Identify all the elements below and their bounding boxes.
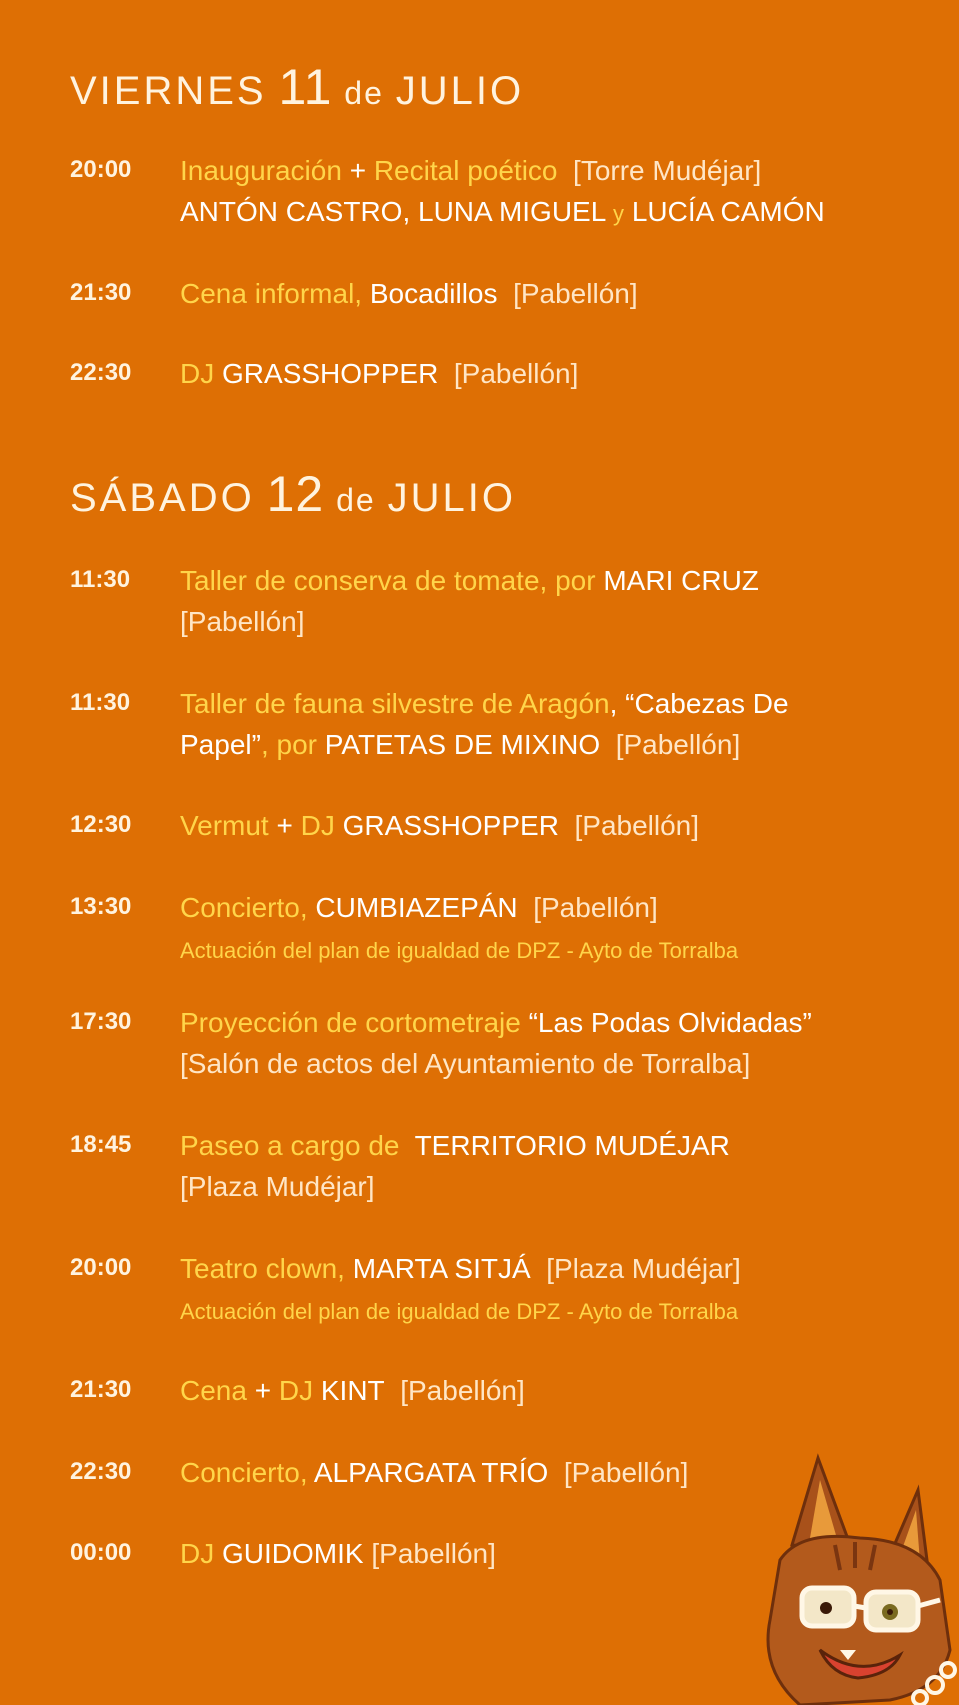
event-location: [Plaza Mudéjar] <box>546 1253 741 1284</box>
event-description: Taller de conserva de tomate, por MARI CRUZ [Pabellón] <box>180 565 759 637</box>
fox-mascot-illustration <box>740 1450 959 1705</box>
event-location: [Torre Mudéjar] <box>573 155 762 186</box>
event-description: Vermut + DJ GRASSHOPPER [Pabellón] <box>180 810 700 841</box>
event-location: [Pabellón] <box>513 278 638 309</box>
event-time: 18:45 <box>70 1131 132 1158</box>
event-time: 12:30 <box>70 811 132 838</box>
event-time: 20:00 <box>70 156 132 183</box>
event-time: 22:30 <box>70 1458 132 1485</box>
event-location: [Pabellón] <box>453 358 579 389</box>
event-time: 13:30 <box>70 893 132 920</box>
day-heading-sabado: SÁBADO 12 de JULIO <box>70 466 516 522</box>
day-heading-viernes: VIERNES 11 de JULIO <box>70 59 525 115</box>
event-description: Concierto, ALPARGATA TRÍO [Pabellón] <box>180 1457 689 1488</box>
event-time: 17:30 <box>70 1008 132 1035</box>
event-location: [Salón de actos del Ayuntamiento de Torralba] <box>180 1048 751 1079</box>
event-time: 21:30 <box>70 279 132 306</box>
event-location: [Pabellón] <box>574 810 700 841</box>
event-description: Proyección de cortometraje “Las Podas Olvidadas” [Salón de actos del Ayuntamiento de Torralba] <box>180 1007 812 1079</box>
event-location: [Plaza Mudéjar] <box>180 1171 375 1202</box>
event-location: [Pabellón] <box>400 1375 525 1406</box>
event-time: 22:30 <box>70 359 132 386</box>
event-location: [Pabellón] <box>371 1538 496 1569</box>
event-description: DJ GRASSHOPPER [Pabellón] <box>180 358 579 389</box>
event-description: Cena + DJ KINT [Pabellón] <box>180 1375 525 1406</box>
event-description: Paseo a cargo de TERRITORIO MUDÉJAR [Plaza Mudéjar] <box>180 1130 730 1202</box>
event-time: 21:30 <box>70 1376 132 1403</box>
event-description: Concierto, CUMBIAZEPÁN [Pabellón] Actuación del plan de igualdad de DPZ - Ayto de Torralba <box>180 892 739 963</box>
event-time: 00:00 <box>70 1539 132 1566</box>
event-description: Inauguración + Recital poético [Torre Mudéjar] ANTÓN CASTRO, LUNA MIGUEL y LUCÍA CAMÓN <box>180 155 825 227</box>
event-location: [Pabellón] <box>533 892 658 923</box>
event-location: [Pabellón] <box>563 1457 689 1488</box>
event-description: Cena informal, Bocadillos [Pabellón] <box>180 278 638 309</box>
event-description: DJ GUIDOMIK [Pabellón] <box>180 1538 496 1569</box>
event-note: Actuación del plan de igualdad de DPZ - Ayto de Torralba <box>180 1299 739 1324</box>
event-time: 11:30 <box>70 566 131 593</box>
event-location: [Pabellón] <box>180 606 305 637</box>
event-time: 20:00 <box>70 1254 132 1281</box>
event-location: [Pabellón] <box>615 729 741 760</box>
event-note: Actuación del plan de igualdad de DPZ - Ayto de Torralba <box>180 938 739 963</box>
event-description: Teatro clown, MARTA SITJÁ [Plaza Mudéjar] Actuación del plan de igualdad de DPZ - Ayto de Torralba <box>180 1253 741 1324</box>
event-description: Taller de fauna silvestre de Aragón, “Cabezas De Papel”, por PATETAS DE MIXINO [Pabellón] <box>180 688 789 760</box>
event-time: 11:30 <box>70 689 131 716</box>
